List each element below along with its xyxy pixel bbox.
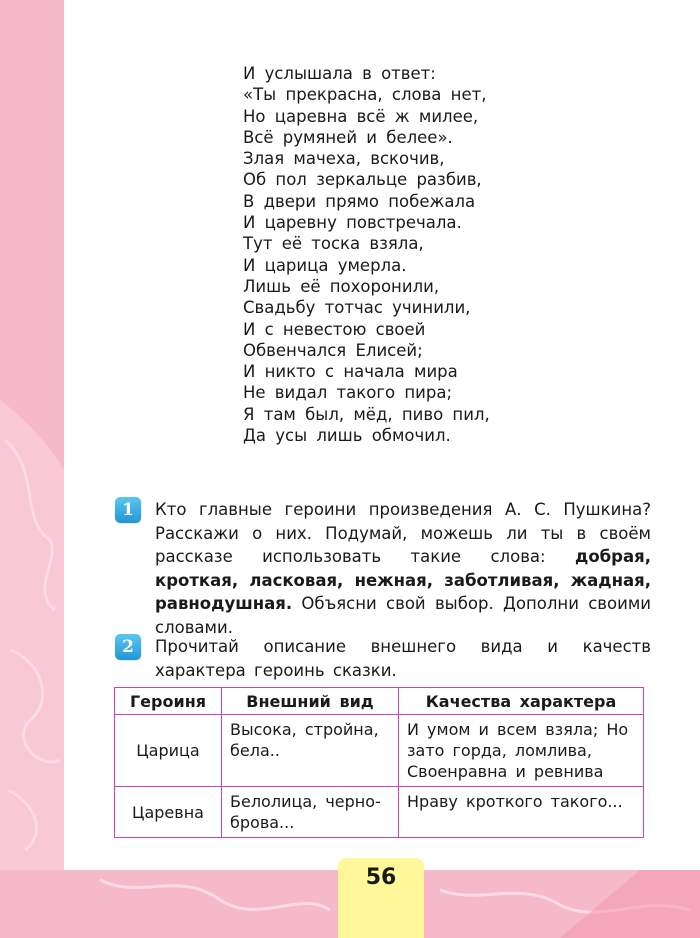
poem-line: И услышала в ответ: bbox=[243, 64, 436, 83]
task-1-number-badge: 1 bbox=[115, 497, 141, 523]
task-2-number-badge: 2 bbox=[115, 634, 141, 660]
poem-line: Лишь её похоронили, bbox=[243, 276, 440, 296]
poem-line: Не видал такого пира; bbox=[243, 383, 453, 403]
poem-line: Свадьбу тотчас учинили, bbox=[243, 298, 471, 318]
task-2-text: Прочитай описание внешнего вида и качеств характера героинь сказки. bbox=[155, 637, 651, 680]
cell-appearance: Высока, стройна, бела.. bbox=[222, 715, 399, 787]
poem-line: В двери прямо побежала bbox=[243, 191, 476, 211]
poem-line: И царица умерла. bbox=[243, 255, 407, 275]
cell-heroine: Царица bbox=[115, 715, 222, 787]
cell-heroine: Царевна bbox=[115, 787, 222, 838]
heroines-table bbox=[114, 687, 644, 838]
poem-line: И с невестою своей bbox=[243, 319, 426, 339]
poem-line: Злая мачеха, вскочив, bbox=[243, 149, 445, 169]
table-row bbox=[115, 715, 644, 787]
poem-line: Да усы лишь обмочил. bbox=[243, 426, 451, 446]
cell-qualities: И умом и всем взяла; Но зато горда, ломлива, Своенравна и ревнива bbox=[399, 715, 644, 787]
table-row bbox=[115, 787, 644, 838]
header-heroine: Героиня bbox=[115, 688, 222, 715]
table-header-row bbox=[115, 688, 644, 715]
poem-line: Но царевна всё ж милее, bbox=[243, 106, 479, 126]
poem-line: Тут её тоска взяла, bbox=[243, 234, 424, 254]
task-1-adjectives: добрая, кроткая, ласковая, нежная, заботливая, жадная, равнодушная. bbox=[155, 547, 651, 613]
poem-line: И никто с начала мира bbox=[243, 362, 458, 382]
header-appearance: Внешний вид bbox=[222, 688, 399, 715]
task-1-text: Кто главные героини произведения А. С. Пушкина? Расскажи о них. Подумай, можешь ли ты в своём рассказе использовать такие слова: добрая, кроткая, ласковая, нежная, заботливая, жадная, равнодушная. Объясни свой выбор. Дополни своими словами. bbox=[155, 500, 651, 637]
cell-appearance: Белолица, черно-брова... bbox=[222, 787, 399, 838]
page-number: 56 bbox=[338, 858, 424, 938]
poem-line: Я там был, мёд, пиво пил, bbox=[243, 404, 490, 424]
cell-qualities: Нраву кроткого такого... bbox=[399, 787, 644, 838]
header-qualities: Качества характера bbox=[399, 688, 644, 715]
poem-line: Обвенчался Елисей; bbox=[243, 340, 423, 360]
poem-line: «Ты прекрасна, слова нет, bbox=[243, 85, 487, 105]
poem-line: Об пол зеркальце разбив, bbox=[243, 170, 482, 190]
poem-line: Всё румяней и белее». bbox=[243, 127, 453, 147]
poem-excerpt bbox=[243, 63, 490, 446]
poem-line: И царевну повстречала. bbox=[243, 213, 462, 233]
